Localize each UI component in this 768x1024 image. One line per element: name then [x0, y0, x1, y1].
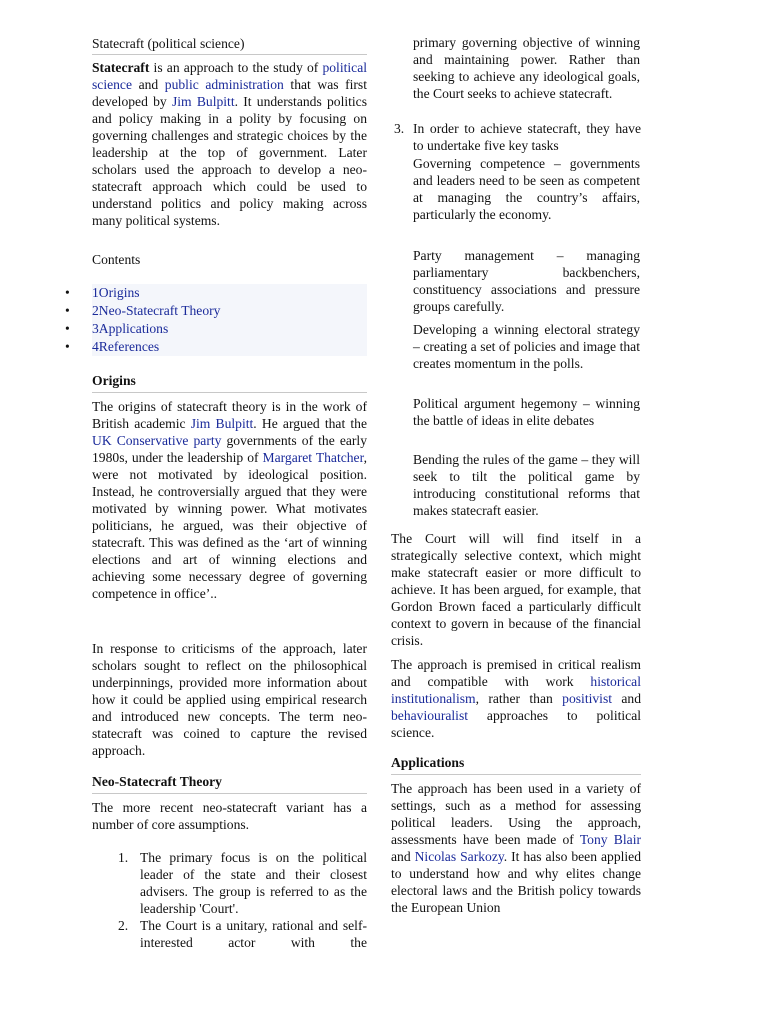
neo-statecraft-heading: Neo-Statecraft Theory — [92, 773, 367, 794]
link-positivist[interactable]: positivist — [562, 691, 613, 706]
intro-text: that was first developed by — [92, 77, 367, 109]
list-item — [118, 917, 367, 951]
key-task-bending-rules: Bending the rules of the game – they will seek to tilt the political game by introducing constitutional reforms that makes statecraft easier. — [413, 452, 640, 518]
contents-heading: Contents — [92, 252, 141, 267]
key-task-electoral-strategy: Developing a winning electoral strategy – creating a set of policies and image that creates momentum in the polls. — [413, 322, 640, 371]
applications-paragraph — [391, 780, 641, 916]
toc-item — [65, 320, 367, 338]
origins-text: . He argued that the — [253, 416, 368, 431]
neo-intro-paragraph: The more recent neo-statecraft variant has a number of core assumptions. — [92, 800, 367, 832]
link-nicolas-sarkozy[interactable]: Nicolas Sarkozy — [414, 849, 504, 864]
key-task-governing-competence: Governing competence – governments and leaders need to be seen as competent at managing the country’s affairs, particularly the economy. — [413, 156, 640, 222]
premise-text: The approach is premised in critical realism and compatible with work — [391, 657, 641, 689]
link-jim-bulpitt-origins[interactable]: Jim Bulpitt — [190, 416, 254, 431]
core-assumptions-list — [118, 849, 367, 951]
premise-text: approaches to political science. — [391, 708, 641, 740]
bullet-icon: • — [65, 303, 70, 318]
link-behaviouralist[interactable]: behaviouralist — [391, 708, 469, 723]
list-item — [391, 120, 641, 154]
list-number: 3. — [394, 121, 405, 136]
applications-text: and — [391, 849, 415, 864]
applications-heading: Applications — [391, 754, 641, 775]
list-item-2-continued: primary governing objective of winning and maintaining power. Rather than seeking to achieve any ideological goals, the Court seeks to achieve statecraft. — [413, 35, 640, 101]
bullet-icon: • — [65, 285, 70, 300]
toc-link-references[interactable]: 4References — [92, 339, 160, 354]
toc-link-origins[interactable]: 1Origins — [92, 285, 140, 300]
toc-link-applications[interactable]: 3Applications — [92, 321, 169, 336]
list-item-text: The primary focus is on the political leader of the state and their closest advisers. The group is referred to as the leadership 'Court'. — [140, 850, 367, 916]
intro-paragraph — [92, 59, 367, 229]
link-tony-blair[interactable]: Tony Blair — [579, 832, 641, 847]
origins-paragraph-2: In response to criticisms of the approach, later scholars sought to reflect on the philosophical underpinnings, provided more information about how it could be applied using empirical research and introduced new concepts. The term neo-statecraft was coined to capture the revised approach. — [92, 641, 367, 758]
bullet-icon: • — [65, 321, 70, 336]
origins-text: governments of the early 1980s, under the leadership of — [92, 433, 367, 465]
applications-text: The approach has been used in a variety of settings, such as a method for assessing political leaders. Using the approach, assessments have been made of — [391, 781, 641, 847]
link-margaret-thatcher[interactable]: Margaret Thatcher — [262, 450, 364, 465]
key-task-argument-hegemony: Political argument hegemony – winning the battle of ideas in elite debates — [413, 396, 640, 428]
court-context-paragraph: The Court will will find itself in a strategically selective context, which might make statecraft easier or more difficult to achieve. It has been argued, for example, that Gordon Brown faced a particularly difficult context to govern in because of the financial crisis. — [391, 531, 641, 648]
premise-text: and — [612, 691, 641, 706]
origins-text: , were not motivated by ideological position. Instead, he controversially argued that they were motivated by winning power. What motivates politicians, he argued, was their objective of statecraft. This was defined as the ‘art of winning elections and art of winning elections and achieving some necessary degree of governing competence in office’.. — [92, 450, 367, 601]
list-item-text: The Court is a unitary, rational and self-interested actor with the — [140, 918, 367, 950]
link-public-administration[interactable]: public administration — [164, 77, 284, 92]
toc-item — [65, 284, 367, 302]
key-task-party-management: Party management – managing parliamentary backbenchers, constituency associations and pressure groups carefully. — [413, 248, 640, 314]
link-jim-bulpitt[interactable]: Jim Bulpitt — [171, 94, 235, 109]
toc-item — [65, 302, 367, 320]
premise-text: , rather than — [475, 691, 563, 706]
list-item — [118, 849, 367, 917]
link-political-science[interactable]: political science — [92, 60, 367, 92]
toc-link-neo-statecraft[interactable]: 2Neo-Statecraft Theory — [92, 303, 221, 318]
origins-heading: Origins — [92, 372, 367, 393]
premise-paragraph — [391, 656, 641, 741]
bullet-icon: • — [65, 339, 70, 354]
link-historical-institutionalism[interactable]: historical institutionalism — [391, 674, 641, 706]
link-uk-conservative-party[interactable]: UK Conservative party — [92, 433, 222, 448]
origins-paragraph-1 — [92, 398, 367, 602]
list-number: 2. — [118, 918, 129, 933]
intro-term: Statecraft — [92, 60, 150, 75]
toc-item — [65, 338, 367, 356]
intro-text: is an approach to the study of — [149, 60, 323, 75]
origins-text: The origins of statecraft theory is in the work of British academic — [92, 399, 367, 431]
list-item-text: In order to achieve statecraft, they have to undertake five key tasks — [413, 121, 641, 153]
applications-text: . It has also been applied to understand how and why elites change electoral laws and the British policy towards the European Union — [391, 849, 641, 915]
table-of-contents — [65, 284, 367, 356]
intro-text: and — [132, 77, 165, 92]
document-title: Statecraft (political science) — [92, 35, 367, 55]
intro-text: . It understands politics and policy making in a polity by focusing on governing challenges and strategic choices by the leadership at the top of government. Later scholars used the approach to develop a neo-statecraft approach which could be used to understand politics and policy making across many political systems. — [92, 94, 367, 228]
list-number: 1. — [118, 850, 129, 865]
